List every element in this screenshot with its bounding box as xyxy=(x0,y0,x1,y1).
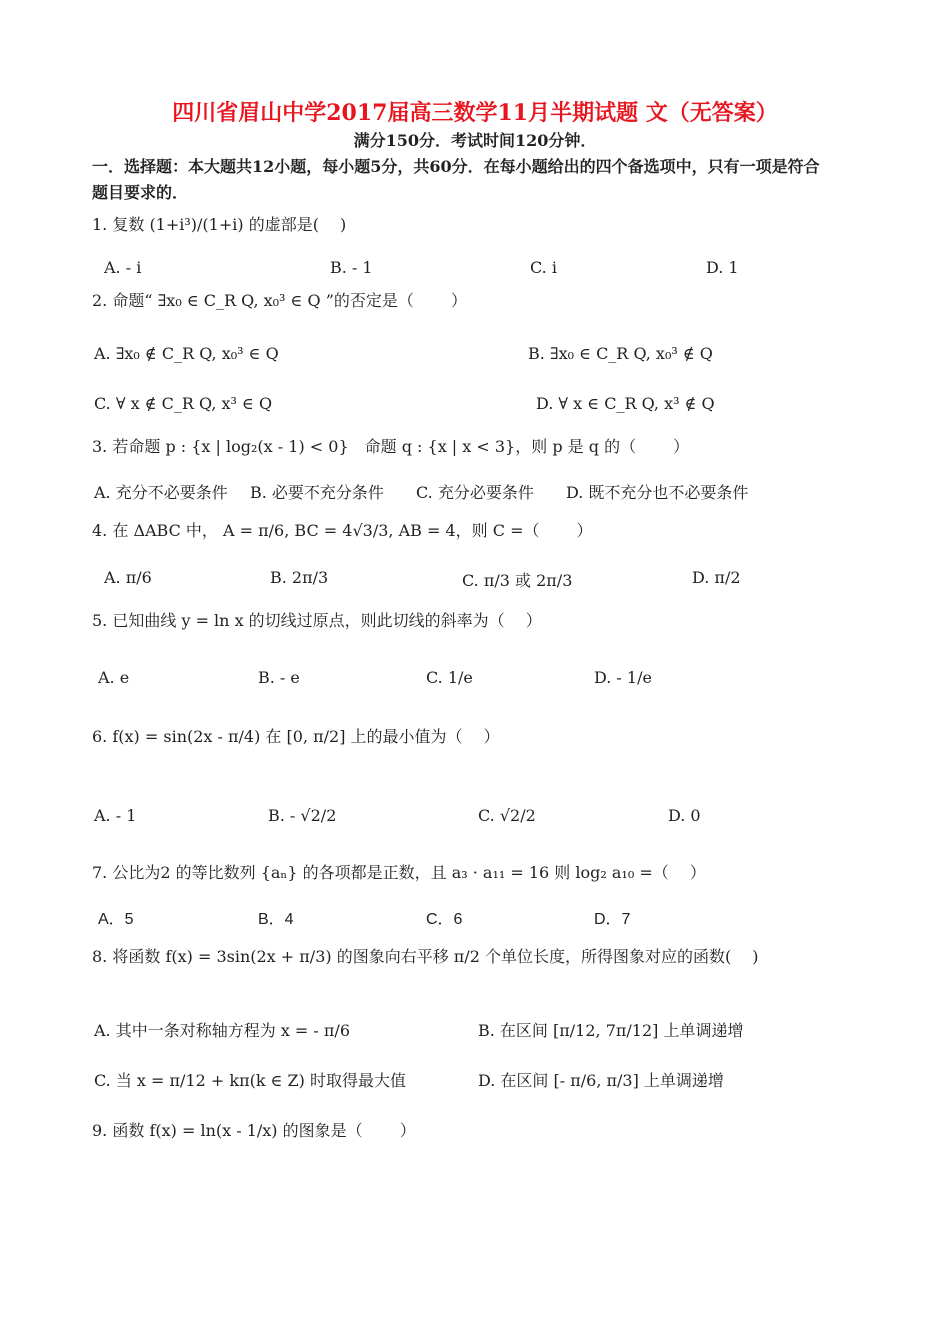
q1-option-a: A. - i xyxy=(104,258,142,277)
question-3-stem: 3. 若命题 p : {x | log₂(x - 1) < 0} 命题 q : {x | x < 3}，则 p 是 q 的（ ） xyxy=(92,437,690,456)
q2-option-d: D. ∀ x ∈ C_R Q, x³ ∉ Q xyxy=(536,394,715,413)
q3-option-c: C. 充分必要条件 xyxy=(416,483,534,502)
q7-option-d: D．7 xyxy=(594,911,631,928)
q8-option-b: B. 在区间 [π/12, 7π/12] 上单调递增 xyxy=(478,1021,744,1040)
q7-option-b: B．4 xyxy=(258,911,294,928)
q8-option-a: A. 其中一条对称轴方程为 x = - π/6 xyxy=(94,1021,350,1040)
q4-option-a: A. π/6 xyxy=(104,568,152,587)
q2-option-a: A. ∃x₀ ∉ C_R Q, x₀³ ∈ Q xyxy=(94,344,279,363)
section-heading-line2: 题目要求的． xyxy=(92,183,189,202)
question-6-stem: 6. f(x) = sin(2x - π/4) 在 [0, π/2] 上的最小值为（ ） xyxy=(92,727,500,746)
q7-option-c: C．6 xyxy=(426,911,463,928)
q8-option-c: C. 当 x = π/12 + kπ(k ∈ Z) 时取得最大值 xyxy=(94,1071,406,1090)
q4-option-b: B. 2π/3 xyxy=(270,568,329,587)
q1-option-b: B. - 1 xyxy=(330,258,373,277)
q5-option-a: A. e xyxy=(98,668,130,687)
q6-option-b: B. - √2/2 xyxy=(268,806,337,825)
q3-option-b: B. 必要不充分条件 xyxy=(250,483,384,502)
question-7-stem: 7. 公比为2 的等比数列 {aₙ} 的各项都是正数，且 a₃ · a₁₁ = 16 则 log₂ a₁₀ =（ ） xyxy=(92,863,706,882)
section-heading-line1: 一．选择题：本大题共12小题，每小题5分，共60分．在每小题给出的四个备选项中，只有一项是符合 xyxy=(92,157,820,176)
q6-option-a: A. - 1 xyxy=(94,806,137,825)
page-title: 四川省眉山中学2017届高三数学11月半期试题 文（无答案） xyxy=(172,100,778,126)
question-2-stem: 2. 命题“ ∃x₀ ∈ C_R Q, x₀³ ∈ Q ”的否定是（ ） xyxy=(92,291,467,310)
q7-option-a: A．5 xyxy=(98,911,134,928)
q8-option-d: D. 在区间 [- π/6, π/3] 上单调递增 xyxy=(478,1071,724,1090)
q6-option-c: C. √2/2 xyxy=(478,806,536,825)
q2-option-b: B. ∃x₀ ∈ C_R Q, x₀³ ∉ Q xyxy=(528,344,713,363)
q4-option-d: D. π/2 xyxy=(692,568,741,587)
question-1-stem: 1. 复数 (1+i³)/(1+i) 的虚部是( ) xyxy=(92,215,347,234)
q2-option-c: C. ∀ x ∉ C_R Q, x³ ∈ Q xyxy=(94,394,273,413)
q1-option-c: C. i xyxy=(530,258,557,277)
q5-option-c: C. 1/e xyxy=(426,668,473,687)
q3-option-d: D. 既不充分也不必要条件 xyxy=(566,483,749,502)
q4-option-c: C. π/3 或 2π/3 xyxy=(462,571,573,590)
exam-info: 满分150分．考试时间120分钟． xyxy=(353,131,597,150)
question-8-stem: 8. 将函数 f(x) = 3sin(2x + π/3) 的图象向右平移 π/2 个单位长度，所得图象对应的函数( ) xyxy=(92,947,759,966)
q3-option-a: A. 充分不必要条件 xyxy=(94,483,228,502)
question-9-stem: 9. 函数 f(x) = ln(x - 1/x) 的图象是（ ） xyxy=(92,1121,416,1140)
question-4-stem: 4. 在 ΔABC 中， A = π/6, BC = 4√3/3, AB = 4，则 C =（ ） xyxy=(92,521,593,540)
q5-option-b: B. - e xyxy=(258,668,300,687)
q1-option-d: D. 1 xyxy=(706,258,739,277)
q6-option-d: D. 0 xyxy=(668,806,701,825)
q5-option-d: D. - 1/e xyxy=(594,668,652,687)
question-5-stem: 5. 已知曲线 y = ln x 的切线过原点，则此切线的斜率为（ ） xyxy=(92,611,542,630)
